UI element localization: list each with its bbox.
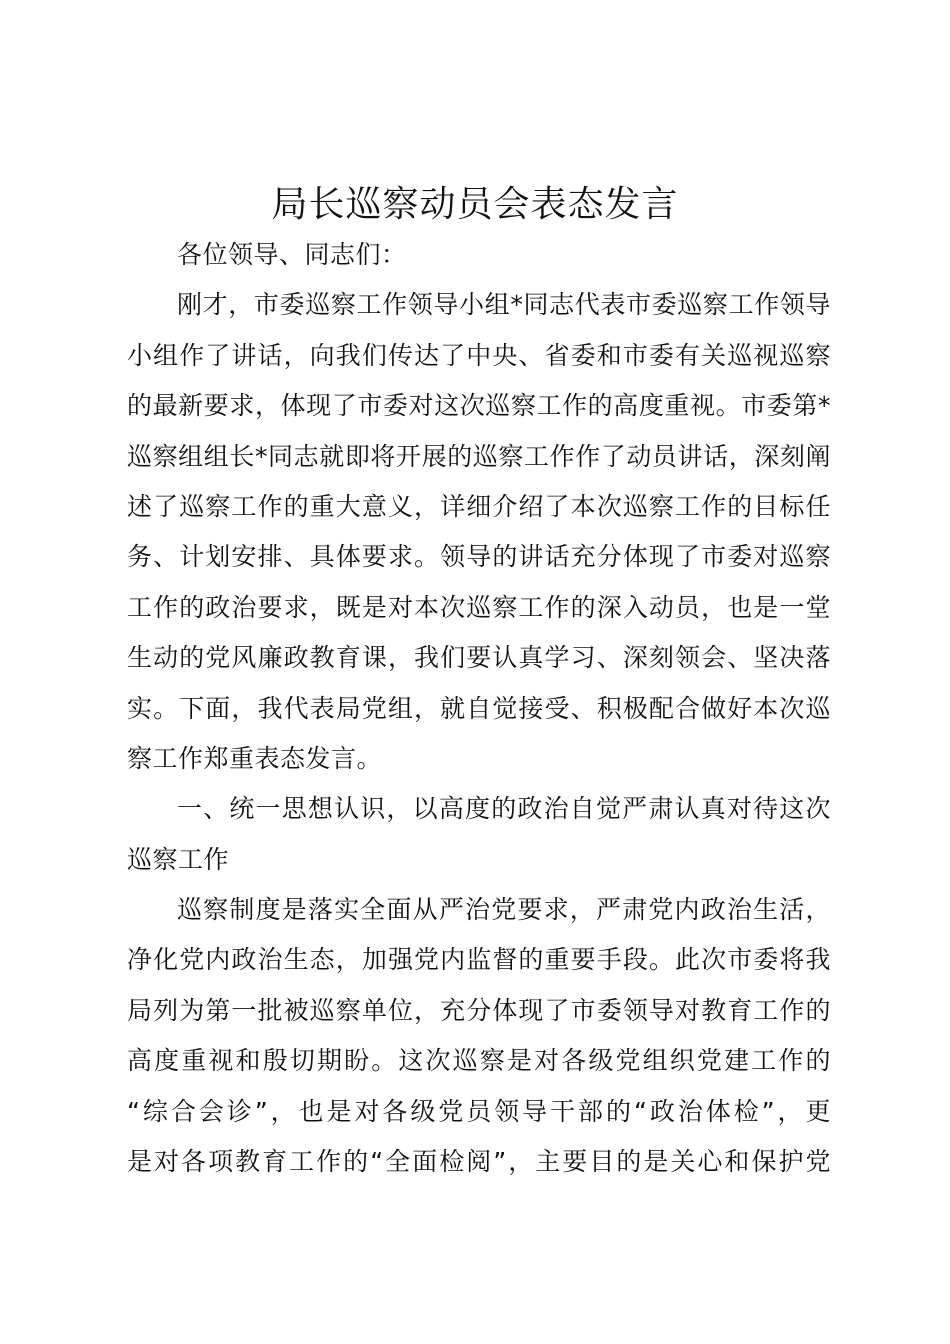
paragraph-line: 小组作了讲话，向我们传达了中央、省委和市委有关巡视巡察 [127, 340, 831, 370]
paragraph-line: 工作的政治要求，既是对本次巡察工作的深入动员，也是一堂 [127, 592, 831, 622]
paragraph-line: 务、计划安排、具体要求。领导的讲话充分体现了市委对巡察 [127, 542, 831, 572]
document-title: 局长巡察动员会表态发言 [271, 184, 679, 225]
paragraph-line: 实。下面，我代表局党组，就自觉接受、积极配合做好本次巡 [127, 693, 831, 723]
paragraph-line: 高度重视和殷切期盼。这次巡察是对各级党组织党建工作的 [127, 1046, 831, 1076]
paragraph-line: 刚才，市委巡察工作领导小组*同志代表市委巡察工作领导 [177, 290, 831, 320]
paragraph-line: “综合会诊”，也是对各级党员领导干部的“政治体检”，更 [127, 1096, 831, 1126]
paragraph-line: 局列为第一批被巡察单位，充分体现了市委领导对教育工作的 [127, 995, 831, 1025]
paragraph-line: 是对各项教育工作的“全面检阅”，主要目的是关心和保护党 [127, 1147, 831, 1177]
section-heading-line: 一、统一思想认识，以高度的政治自觉严肃认真对待这次 [177, 794, 831, 824]
paragraph-line: 巡察制度是落实全面从严治党要求，严肃党内政治生活， [177, 895, 831, 925]
paragraph-line: 述了巡察工作的重大意义，详细介绍了本次巡察工作的目标任 [127, 491, 831, 521]
section-heading-line: 巡察工作 [127, 844, 230, 874]
document-body [127, 230, 831, 1187]
paragraph-line: 巡察组组长*同志就即将开展的巡察工作作了动员讲话，深刻阐 [127, 441, 831, 471]
paragraph-line: 生动的党风廉政教育课，我们要认真学习、深刻领会、坚决落 [127, 643, 831, 673]
paragraph-line: 察工作郑重表态发言。 [127, 743, 383, 773]
paragraph-line: 净化党内政治生态，加强党内监督的重要手段。此次市委将我 [127, 945, 831, 975]
salutation-line: 各位领导、同志们： [177, 240, 407, 269]
paragraph-line: 的最新要求，体现了市委对这次巡察工作的高度重视。市委第* [127, 391, 831, 421]
